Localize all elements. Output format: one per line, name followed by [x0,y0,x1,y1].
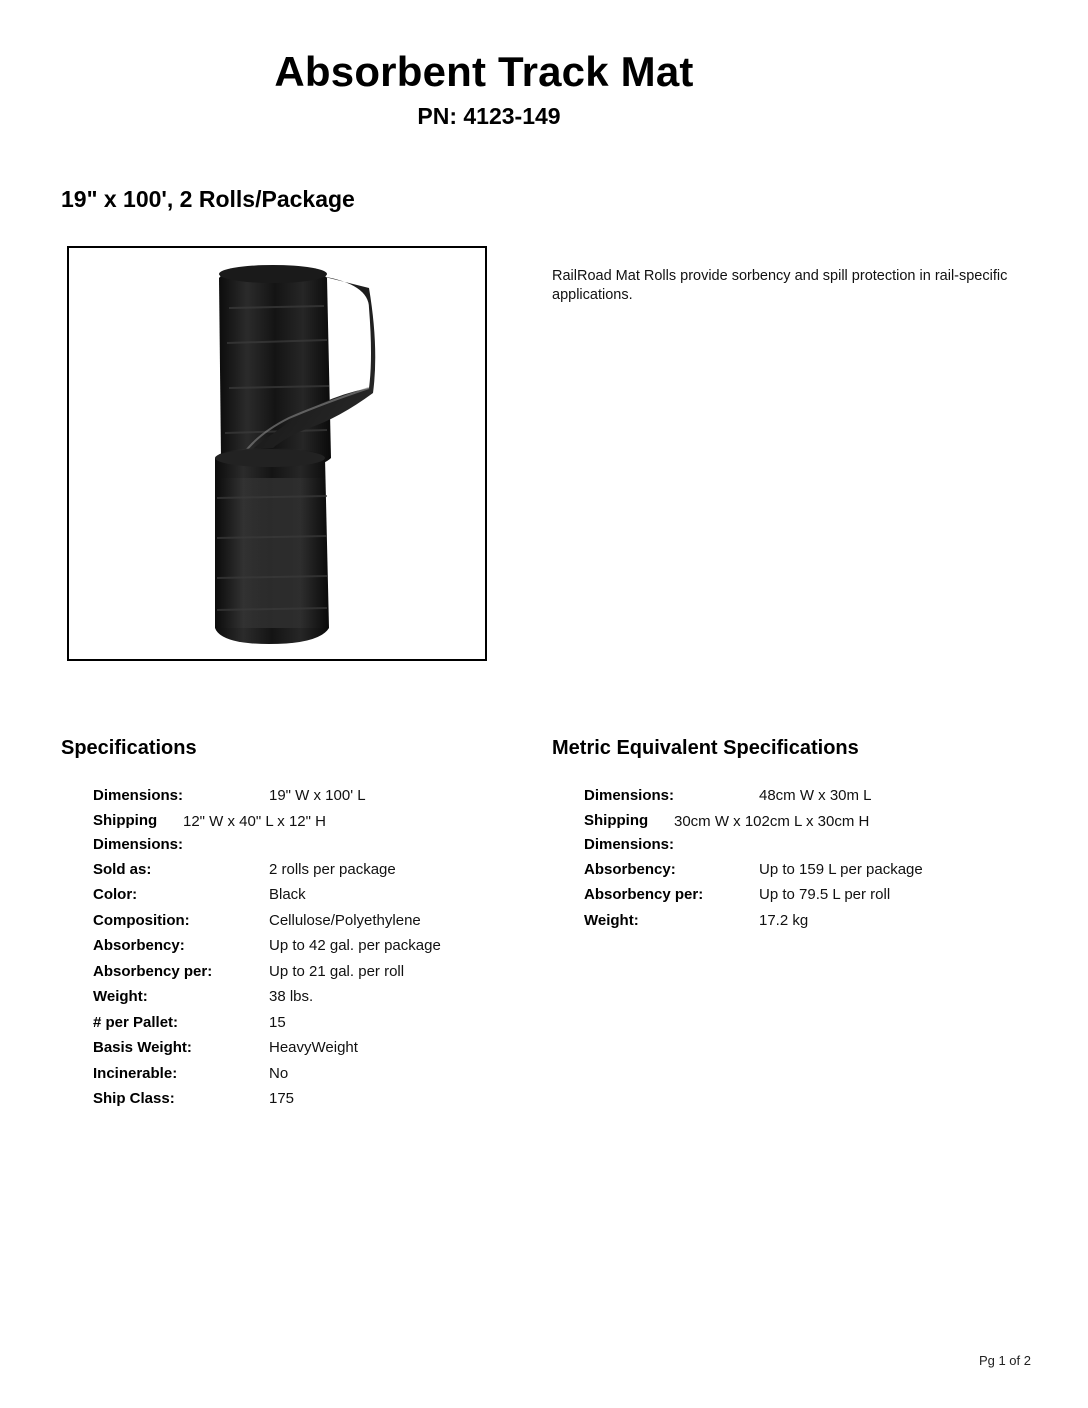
spec-row-sold-as [93,857,441,883]
spec-row-incinerable [93,1061,441,1087]
product-description: RailRoad Mat Rolls provide sorbency and spill protection in rail-specific applications. [552,268,1008,303]
spec-value: 38 lbs. [269,988,314,1005]
spec-label: Weight: [93,988,148,1005]
spec-label: Weight: [584,911,639,929]
spec-value: 12" W x 40" L x 12" H [183,812,326,830]
spec-label: Absorbency: [93,937,185,954]
spec-row-per-pallet [93,1010,441,1036]
specifications-heading: Specifications [61,737,197,759]
spec-row-absorbency [93,933,441,959]
spec-row-dimensions [93,783,441,809]
specifications-table [93,783,441,1112]
metric-row-shipping-dimensions [584,809,923,857]
metric-row-weight [584,908,923,934]
spec-row-weight [93,984,441,1010]
spec-value: Up to 159 L per package [759,860,923,878]
spec-label: Ship Class: [93,1090,175,1107]
spec-value: Up to 21 gal. per roll [269,962,405,980]
spec-row-absorbency-per [93,959,441,985]
spec-value: Up to 42 gal. per package [269,937,441,954]
spec-value: 48cm W x 30m L [759,787,872,804]
spec-row-ship-class [93,1086,441,1112]
spec-row-shipping-dimensions [93,809,441,857]
spec-value: 2 rolls per package [269,860,396,878]
spec-label: Color: [93,886,138,903]
spec-label: Absorbency per: [584,886,704,903]
metric-specifications-heading: Metric Equivalent Specifications [552,737,859,759]
spec-value: No [269,1064,289,1082]
spec-label: Absorbency per: [93,962,213,980]
spec-row-basis-weight [93,1035,441,1061]
spec-label: Dimensions: [93,787,184,804]
metric-specifications-table [584,783,923,933]
spec-row-color [93,882,441,908]
product-subtitle: 19" x 100', 2 Rolls/Package [61,186,355,212]
spec-value: 175 [269,1090,295,1107]
page-number: Pg 1 of 2 [978,1353,1031,1368]
spec-value: 19" W x 100' L [269,787,366,804]
spec-label: # per Pallet: [93,1013,179,1031]
spec-value: HeavyWeight [269,1039,358,1056]
mat-roll-illustration [69,248,485,659]
spec-label: Absorbency: [584,860,676,878]
spec-value: Up to 79.5 L per roll [759,886,891,903]
page-title: Absorbent Track Mat [274,48,694,95]
spec-label: Composition: [93,911,190,929]
spec-value: Black [269,886,306,903]
spec-label: Sold as: [93,860,152,878]
metric-row-absorbency [584,857,923,883]
metric-row-dimensions [584,783,923,809]
part-number: PN: 4123-149 [417,103,561,129]
metric-row-absorbency-per [584,882,923,908]
spec-label: Incinerable: [93,1064,178,1082]
spec-label: Shipping Dimensions: [584,811,675,853]
spec-value: 17.2 kg [759,911,809,929]
spec-value: Cellulose/Polyethylene [269,911,421,929]
spec-label: Basis Weight: [93,1039,192,1056]
spec-row-composition [93,908,441,934]
spec-value: 30cm W x 102cm L x 30cm H [674,812,870,830]
spec-label: Shipping Dimensions: [93,811,184,853]
spec-value: 15 [269,1013,286,1031]
product-image [67,246,487,661]
spec-label: Dimensions: [584,787,675,804]
